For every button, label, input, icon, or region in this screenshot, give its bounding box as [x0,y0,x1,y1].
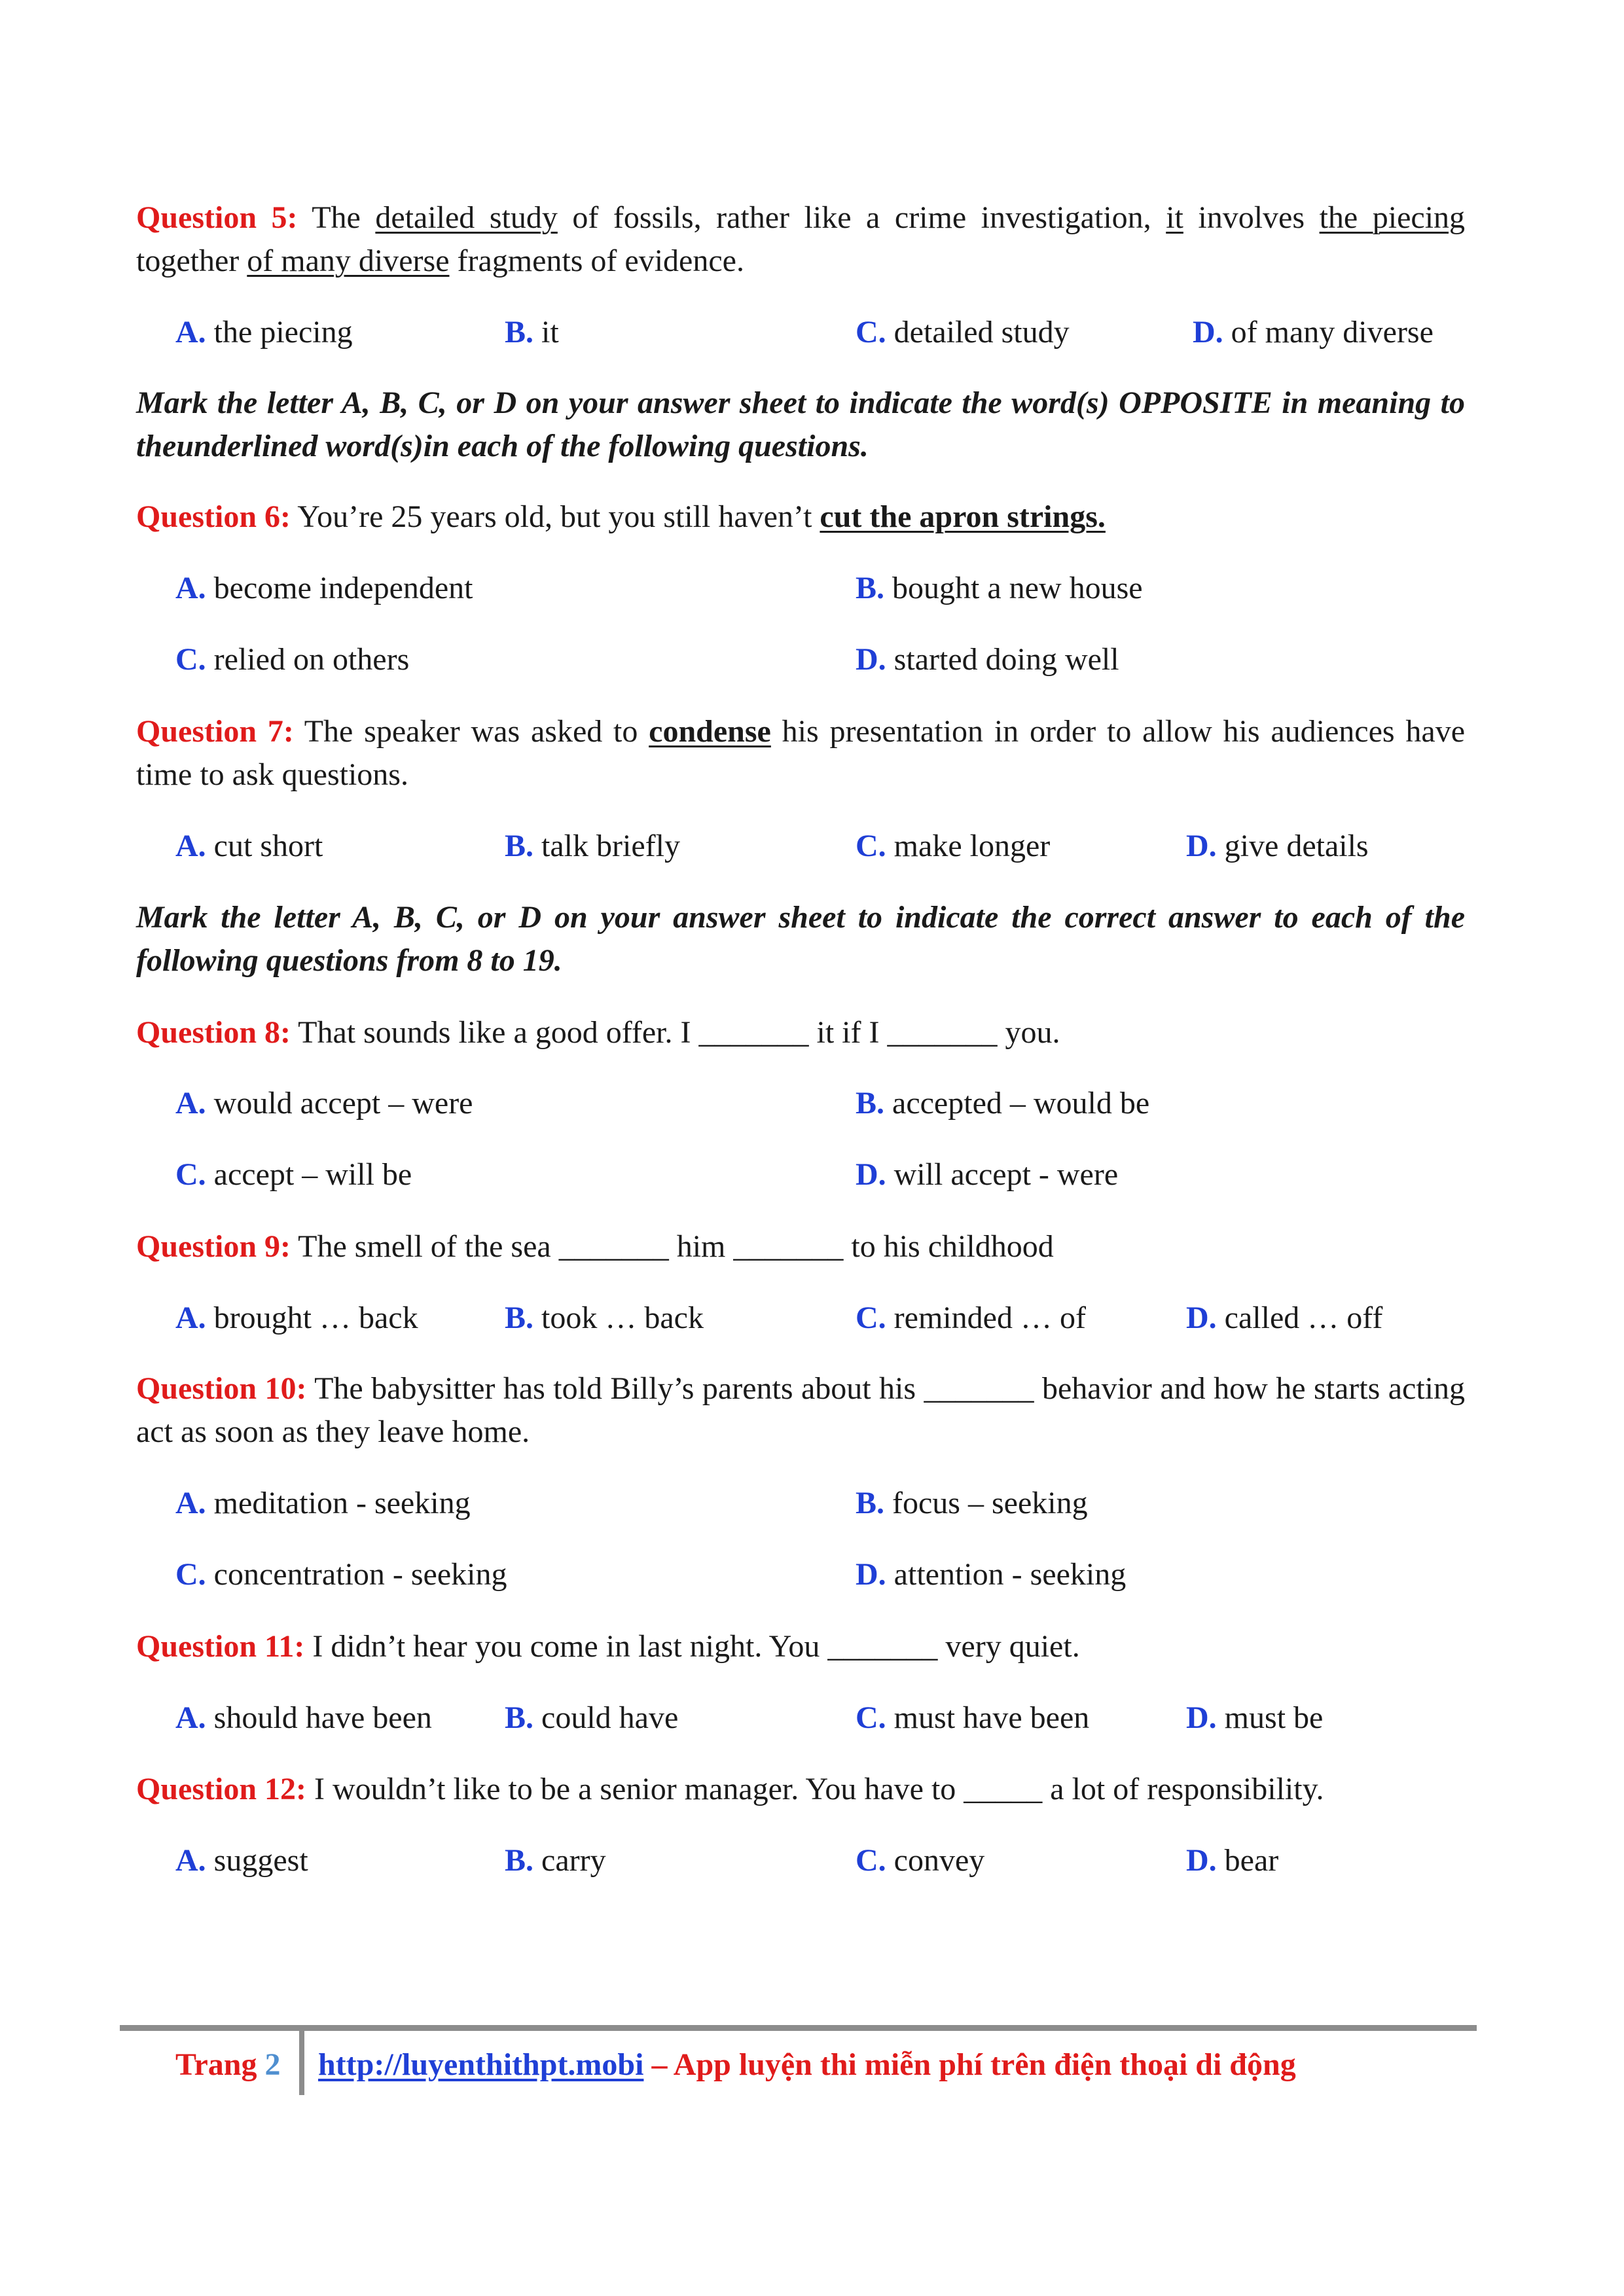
question-text: You’re 25 years old, but you still haven’t [297,499,820,534]
option-b[interactable]: B. could have [505,1700,679,1735]
option-a[interactable]: A. brought … back [175,1300,418,1335]
option-c[interactable]: C. convey [856,1843,985,1878]
option-d[interactable]: D. bear [1186,1843,1279,1878]
option-c[interactable]: C. relied on others [175,642,410,677]
page-word: Trang [175,2047,257,2082]
page-number [175,2043,280,2087]
footer-divider [120,2025,1477,2031]
question-10 [136,1367,1465,1454]
option-b[interactable]: B. it [505,315,559,350]
option-c[interactable]: C. reminded … of [856,1300,1086,1335]
question-label: Question 6: [136,499,291,534]
question-label: Question 11: [136,1629,305,1664]
question-text: of fossils, rather like a crime investigation, [557,200,1166,235]
instruction-correct: Mark the letter A, B, C, or D on your answer sheet to indicate the correct answer to each of the following questions from 8 to 19. [136,900,1465,978]
question-text: involves [1183,200,1320,235]
footer-banner [318,2043,1296,2087]
option-b[interactable]: B. focus – seeking [856,1486,1088,1520]
question-label: Question 12: [136,1772,307,1806]
question-9 [136,1225,1465,1268]
options-row [0,1553,1624,1596]
footer-tagline: – App luyện thi miễn phí trên điện thoại di động [643,2047,1296,2082]
option-a[interactable]: A. suggest [175,1843,308,1878]
option-a[interactable]: A. should have been [175,1700,432,1735]
option-c[interactable]: C. detailed study [856,315,1070,350]
question-12 [136,1768,1465,1811]
option-a[interactable]: A. become independent [175,571,473,605]
option-d[interactable]: D. started doing well [856,642,1119,677]
question-text: fragments of evidence. [449,243,744,278]
options-row [0,1153,1624,1196]
question-text: The [312,200,376,235]
question-label: Question 10: [136,1371,307,1406]
option-a[interactable]: A. the piecing [175,315,353,350]
footer-link[interactable]: http://luyenthithpt.mobi [318,2047,644,2082]
option-b[interactable]: B. accepted – would be [856,1086,1150,1121]
option-d[interactable]: D. give details [1186,829,1369,863]
question-text: together [136,243,247,278]
underlined-phrase: detailed study [375,200,558,235]
option-c[interactable]: C. must have been [856,1700,1090,1735]
question-text: The speaker was asked to [304,714,649,749]
option-d[interactable]: D. must be [1186,1700,1324,1735]
underlined-phrase: of many diverse [247,243,450,278]
question-text: I didn’t hear you come in last night. You _______ very quiet. [312,1629,1080,1664]
question-7 [136,710,1465,797]
option-a[interactable]: A. meditation - seeking [175,1486,471,1520]
options-row [0,1297,1624,1340]
options-row [0,825,1624,868]
question-8 [136,1011,1465,1054]
footer-separator [299,2031,304,2095]
options-row [0,311,1624,354]
question-label: Question 5: [136,200,298,235]
option-c[interactable]: C. accept – will be [175,1157,412,1192]
question-5 [136,196,1465,283]
underlined-phrase: cut the apron strings. [820,499,1106,534]
underlined-phrase: it [1166,200,1183,235]
question-text: The babysitter has told Billy’s parents about his _______ behavior and how he starts acting act as soon as they leave home. [136,1371,1466,1449]
option-d[interactable]: D. attention - seeking [856,1557,1127,1592]
option-b[interactable]: B. bought a new house [856,571,1143,605]
underlined-phrase: the piecing [1319,200,1466,235]
option-b[interactable]: B. carry [505,1843,606,1878]
question-label: Question 7: [136,714,294,749]
page-number-value: 2 [264,2047,281,2082]
option-c[interactable]: C. make longer [856,829,1051,863]
option-d[interactable]: D. called … off [1186,1300,1383,1335]
option-a[interactable]: A. cut short [175,829,323,863]
option-b[interactable]: B. talk briefly [505,829,680,863]
question-text: The smell of the sea _______ him _______ to his childhood [298,1229,1054,1264]
options-row [0,1839,1624,1882]
question-text: That sounds like a good offer. I _______ it if I _______ you. [298,1015,1060,1050]
question-label: Question 8: [136,1015,291,1050]
question-text: his presentation in order to allow his audiences have time to ask questions. [136,714,1465,792]
options-row [0,1482,1624,1525]
options-row [0,638,1624,681]
option-b[interactable]: B. took … back [505,1300,704,1335]
instruction-opposite: Mark the letter A, B, C, or D on your answer sheet to indicate the word(s) OPPOSITE in meaning to theunderlined word(s)in each of the following questions. [136,386,1465,463]
underlined-phrase: condense [649,714,771,749]
options-row [0,567,1624,610]
options-row [0,1696,1624,1740]
question-11 [136,1625,1465,1668]
option-d[interactable]: D. of many diverse [1193,315,1434,350]
option-a[interactable]: A. would accept – were [175,1086,473,1121]
question-text: I wouldn’t like to be a senior manager. You have to _____ a lot of responsibility. [314,1772,1324,1806]
option-c[interactable]: C. concentration - seeking [175,1557,507,1592]
question-6 [136,495,1465,539]
question-label: Question 9: [136,1229,291,1264]
option-d[interactable]: D. will accept - were [856,1157,1119,1192]
options-row [0,1082,1624,1125]
